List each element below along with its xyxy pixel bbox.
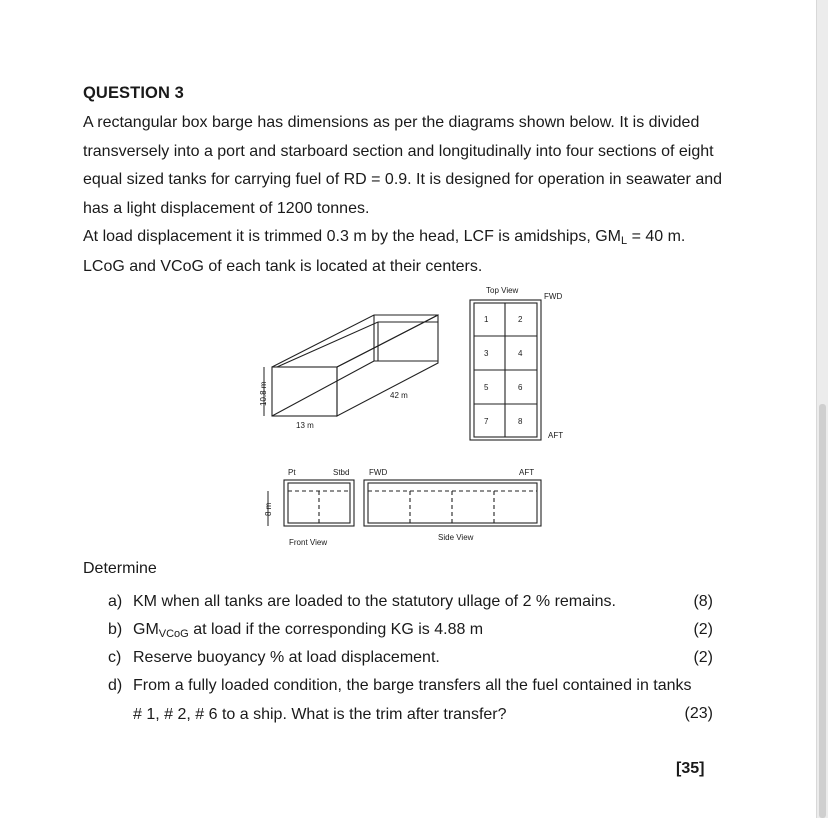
front-depth-label: 8 m (264, 502, 273, 516)
item-text-part: GM (133, 621, 159, 638)
item-letter: b) (108, 621, 123, 638)
item-text (133, 616, 713, 645)
side-fwd-label: FWD (369, 468, 388, 477)
scrollbar-thumb[interactable] (819, 404, 826, 818)
item-text: Reserve buoyancy % at load displacement. (133, 649, 440, 666)
tank-4: 4 (518, 349, 523, 358)
side-view-label: Side View (438, 533, 474, 542)
item-letter: d) (108, 677, 123, 694)
iso-height-label: 10.8 m (259, 381, 268, 406)
load-line (83, 223, 773, 253)
item-marks: (23) (684, 705, 713, 722)
total-marks: [35] (676, 760, 705, 777)
item-marks: (2) (693, 621, 713, 638)
load-text: At load displacement it is trimmed 0.3 m by the head, LCF is amidships, GM (83, 228, 621, 245)
front-pt-label: Pt (288, 468, 296, 477)
tank-1: 1 (484, 315, 489, 324)
iso-length-label: 42 m (390, 391, 408, 400)
intro-line: A rectangular box barge has dimensions as per the diagrams shown below. It is divided (83, 114, 700, 131)
side-aft-label: AFT (519, 468, 535, 477)
intro-line: has a light displacement of 1200 tonnes. (83, 199, 370, 217)
top-view-title: Top View (486, 286, 519, 295)
item-text-part: at load if the corresponding KG is 4.88 m (188, 621, 484, 638)
item-text (133, 672, 713, 729)
load-text: = 40 m. (627, 228, 686, 245)
top-view-fwd: FWD (544, 292, 563, 301)
item-letter: a) (108, 593, 123, 610)
tank-8: 8 (518, 417, 523, 426)
vcog-subscript: VCoG (158, 628, 189, 640)
intro-line: equal sized tanks for carrying fuel of RD = 0.9. It is designed for operation in seawater and (83, 171, 723, 188)
load-paragraph (83, 223, 773, 281)
gm-subscript: L (621, 235, 628, 247)
load-line: LCoG and VCoG of each tank is located at their centers. (83, 257, 483, 275)
item-marks: (2) (693, 649, 713, 666)
tank-5: 5 (484, 383, 489, 392)
tank-7: 7 (484, 417, 489, 426)
tank-2: 2 (518, 315, 523, 324)
item-text-line: # 1, # 2, # 6 to a ship. What is the trim after transfer? (133, 705, 507, 723)
intro-line: transversely into a port and starboard section and longitudinally into four sections of eight (83, 142, 714, 160)
question-heading: QUESTION 3 (83, 84, 184, 102)
item-marks: (8) (693, 593, 713, 610)
top-view-aft: AFT (548, 431, 564, 440)
front-view-label: Front View (289, 538, 328, 547)
determine-label: Determine (83, 560, 157, 577)
tank-3: 3 (484, 349, 489, 358)
tank-6: 6 (518, 383, 523, 392)
front-stbd-label: Stbd (333, 468, 350, 477)
iso-breadth-label: 13 m (296, 421, 314, 430)
intro-paragraph (83, 109, 773, 223)
item-text-line: From a fully loaded condition, the barge transfers all the fuel contained in tanks (133, 677, 692, 694)
item-text: KM when all tanks are loaded to the statutory ullage of 2 % remains. (133, 593, 616, 610)
item-letter: c) (108, 649, 122, 666)
